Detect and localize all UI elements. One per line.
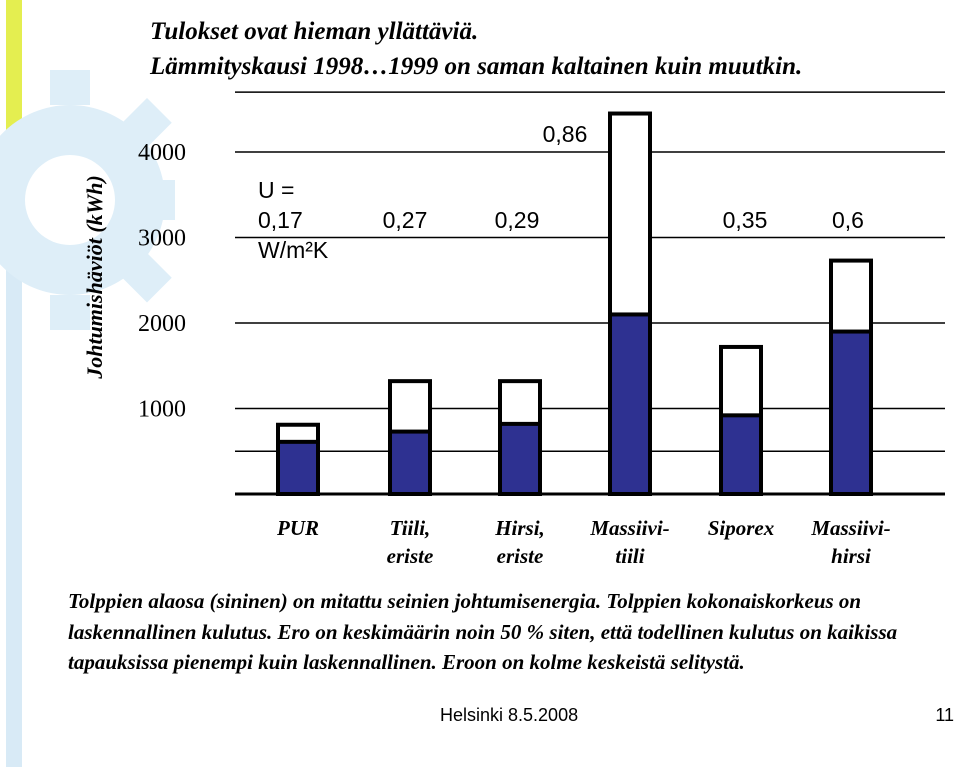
u-value-label: 0,17 — [258, 207, 303, 233]
y-tick-label: 3000 — [138, 225, 186, 252]
category-label: hirsi — [831, 544, 871, 568]
u-value-label: U = — [258, 177, 295, 203]
y-tick-label: 1000 — [138, 396, 186, 423]
bar-measured — [831, 332, 871, 494]
slide-title-line-1: Tulokset ovat hieman yllättäviä. — [150, 18, 479, 45]
category-label: Siporex — [707, 516, 775, 540]
u-value-label: 0,6 — [832, 207, 864, 233]
category-label: Hirsi, — [495, 516, 545, 540]
u-value-label: 0,27 — [382, 207, 428, 233]
category-label: Massiivi- — [590, 516, 670, 540]
u-value-label: 0,86 — [542, 121, 588, 147]
u-value-label: W/m²K — [258, 237, 329, 263]
footer-date: Helsinki 8.5.2008 — [440, 705, 579, 725]
bar-measured — [610, 314, 650, 494]
category-label: Tiili, — [389, 516, 431, 540]
bar-measured — [278, 442, 318, 494]
u-value-label: 0,35 — [722, 207, 768, 233]
category-label: eriste — [386, 544, 434, 568]
u-value-label: 0,29 — [494, 207, 540, 233]
category-label: Massiivi- — [811, 516, 891, 540]
slide-caption: Tolppien alaosa (sininen) on mitattu seinien johtumisenergia. Tolppien kokonaiskorkeus on laskennallinen kulutus. Ero on keskimäärin noin 50 % siten, että todellinen kulutus on kaikissa tapauksissa pienempi kuin laskennallinen. Eroon on kolme keskeistä selitystä. — [68, 589, 898, 674]
category-label: eriste — [496, 544, 544, 568]
y-tick-label: 4000 — [138, 140, 186, 166]
category-label: PUR — [277, 516, 319, 540]
bar-measured — [390, 432, 430, 494]
page-number: 11 — [935, 705, 954, 725]
slide-title-line-2: Lämmityskausi 1998…1999 on saman kaltainen kuin muutkin. — [150, 53, 803, 80]
category-label: tiili — [615, 544, 645, 568]
bar-measured — [721, 415, 761, 494]
y-tick-label: 2000 — [138, 311, 186, 337]
bar-measured — [500, 424, 540, 494]
